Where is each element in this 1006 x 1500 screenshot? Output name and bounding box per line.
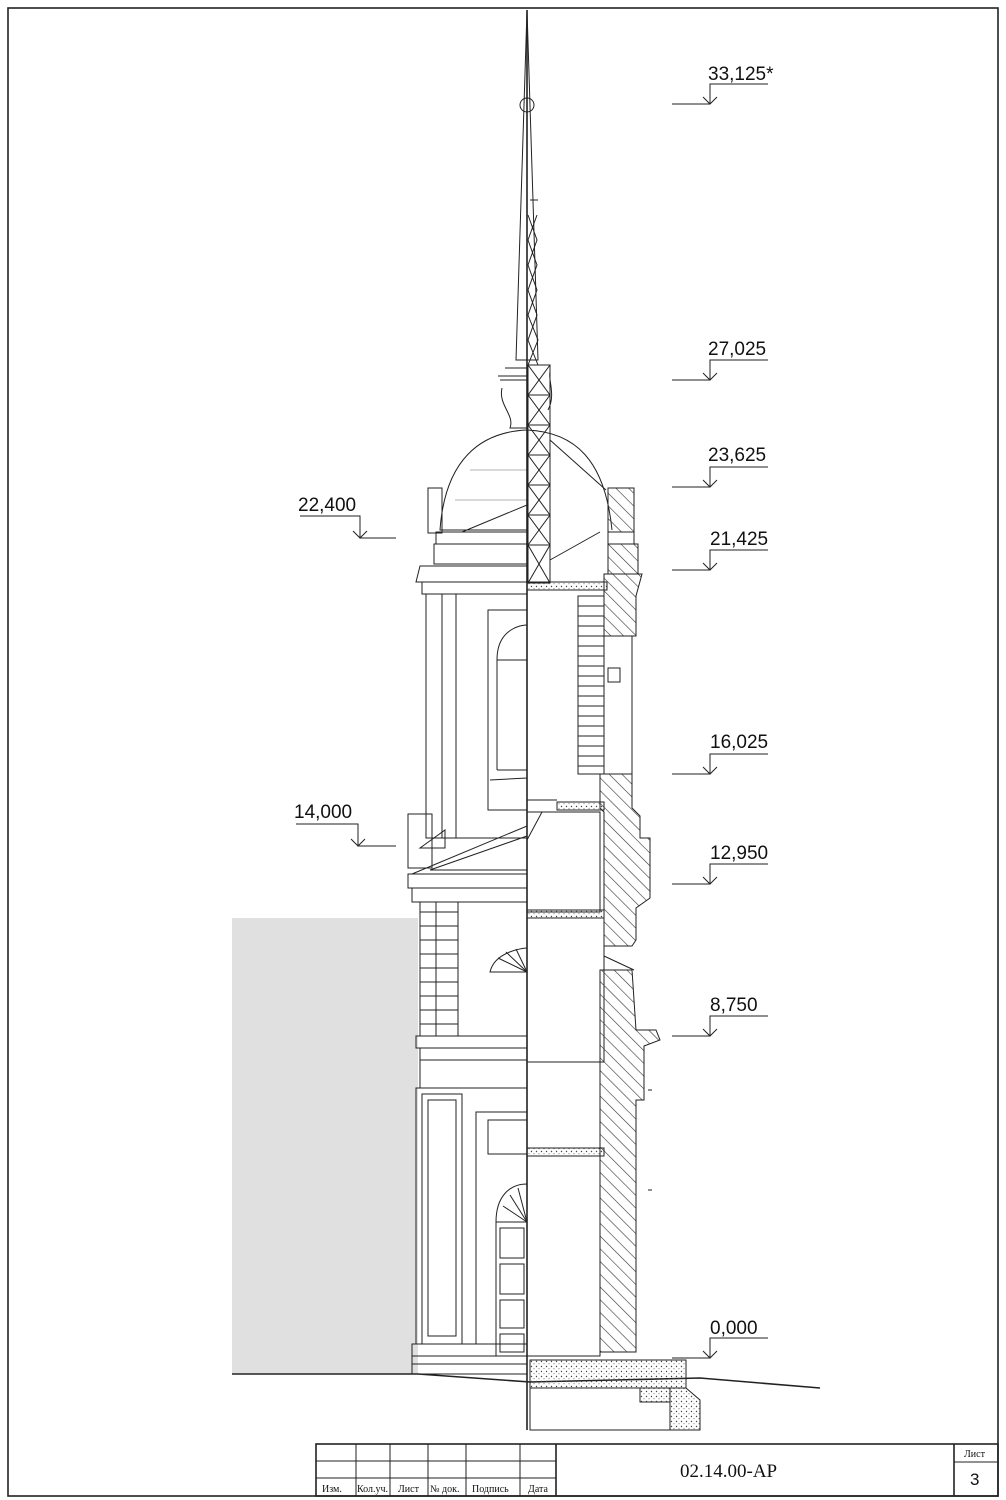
floor-slab-12950 <box>527 910 604 918</box>
elevation-mark-16025 <box>672 732 768 774</box>
tb-col-izm: Изм. <box>322 1484 342 1495</box>
spire-right <box>527 10 538 360</box>
section-half <box>527 10 700 1430</box>
belfry-louvres <box>578 606 604 766</box>
elevation-label: 21,425 <box>710 529 769 550</box>
foundation <box>530 1360 686 1388</box>
adjacent-building-shade <box>232 918 418 1374</box>
elevation-mark-27025 <box>672 339 768 380</box>
rusticated-tier <box>420 902 527 1036</box>
tb-col-doc-no: № док. <box>430 1484 460 1495</box>
elevation-label: 23,625 <box>708 445 767 466</box>
spire-left <box>516 10 527 360</box>
elevation-label: 16,025 <box>710 732 769 753</box>
sheet-number: 3 <box>970 1470 980 1489</box>
elevation-mark-33125 <box>672 64 774 104</box>
tb-col-date: Дата <box>528 1484 548 1495</box>
elevation-label: 8,750 <box>710 995 758 1016</box>
elevation-label: 33,125* <box>708 64 774 85</box>
dome-left <box>440 430 527 530</box>
elevation-mark-14000 <box>294 802 396 846</box>
entrance-door <box>496 1184 527 1356</box>
drawing-code: 02.14.00-АР <box>680 1461 778 1482</box>
spire-truss <box>528 200 550 583</box>
belfry-tier-left <box>426 594 527 838</box>
elevation-label: 12,950 <box>710 843 769 864</box>
elevation-mark-23625 <box>672 445 768 487</box>
elevation-label: 22,400 <box>298 495 357 516</box>
floor-slab-16025 <box>557 802 604 810</box>
elevation-mark-12950 <box>672 843 768 884</box>
ground-line <box>232 1374 820 1388</box>
floor-slab-21425 <box>527 582 607 590</box>
elevation-mark-21425 <box>672 529 768 570</box>
floor-slab-8750 <box>527 1148 604 1156</box>
tb-col-signature: Подпись <box>472 1484 509 1495</box>
belfry-arch-window <box>497 625 527 770</box>
sheet-frame <box>8 8 998 1496</box>
sheet-label: Лист <box>964 1449 985 1460</box>
ground-tier-left <box>416 1088 527 1344</box>
elevation-label: 27,025 <box>708 339 767 360</box>
pediment-lower <box>412 826 527 874</box>
tb-col-kol-uch: Кол.уч. <box>357 1484 389 1495</box>
tb-col-list: Лист <box>398 1484 419 1495</box>
elevation-mark-22400 <box>298 495 396 538</box>
elevation-mark-8750 <box>672 995 768 1036</box>
lunette-window <box>490 948 527 972</box>
elevation-label: 0,000 <box>710 1318 758 1339</box>
elevation-label: 14,000 <box>294 802 353 823</box>
title-block <box>316 1444 998 1496</box>
elevation-mark-0000 <box>672 1318 768 1358</box>
plinth <box>412 1344 527 1374</box>
facade-half <box>408 10 534 1430</box>
